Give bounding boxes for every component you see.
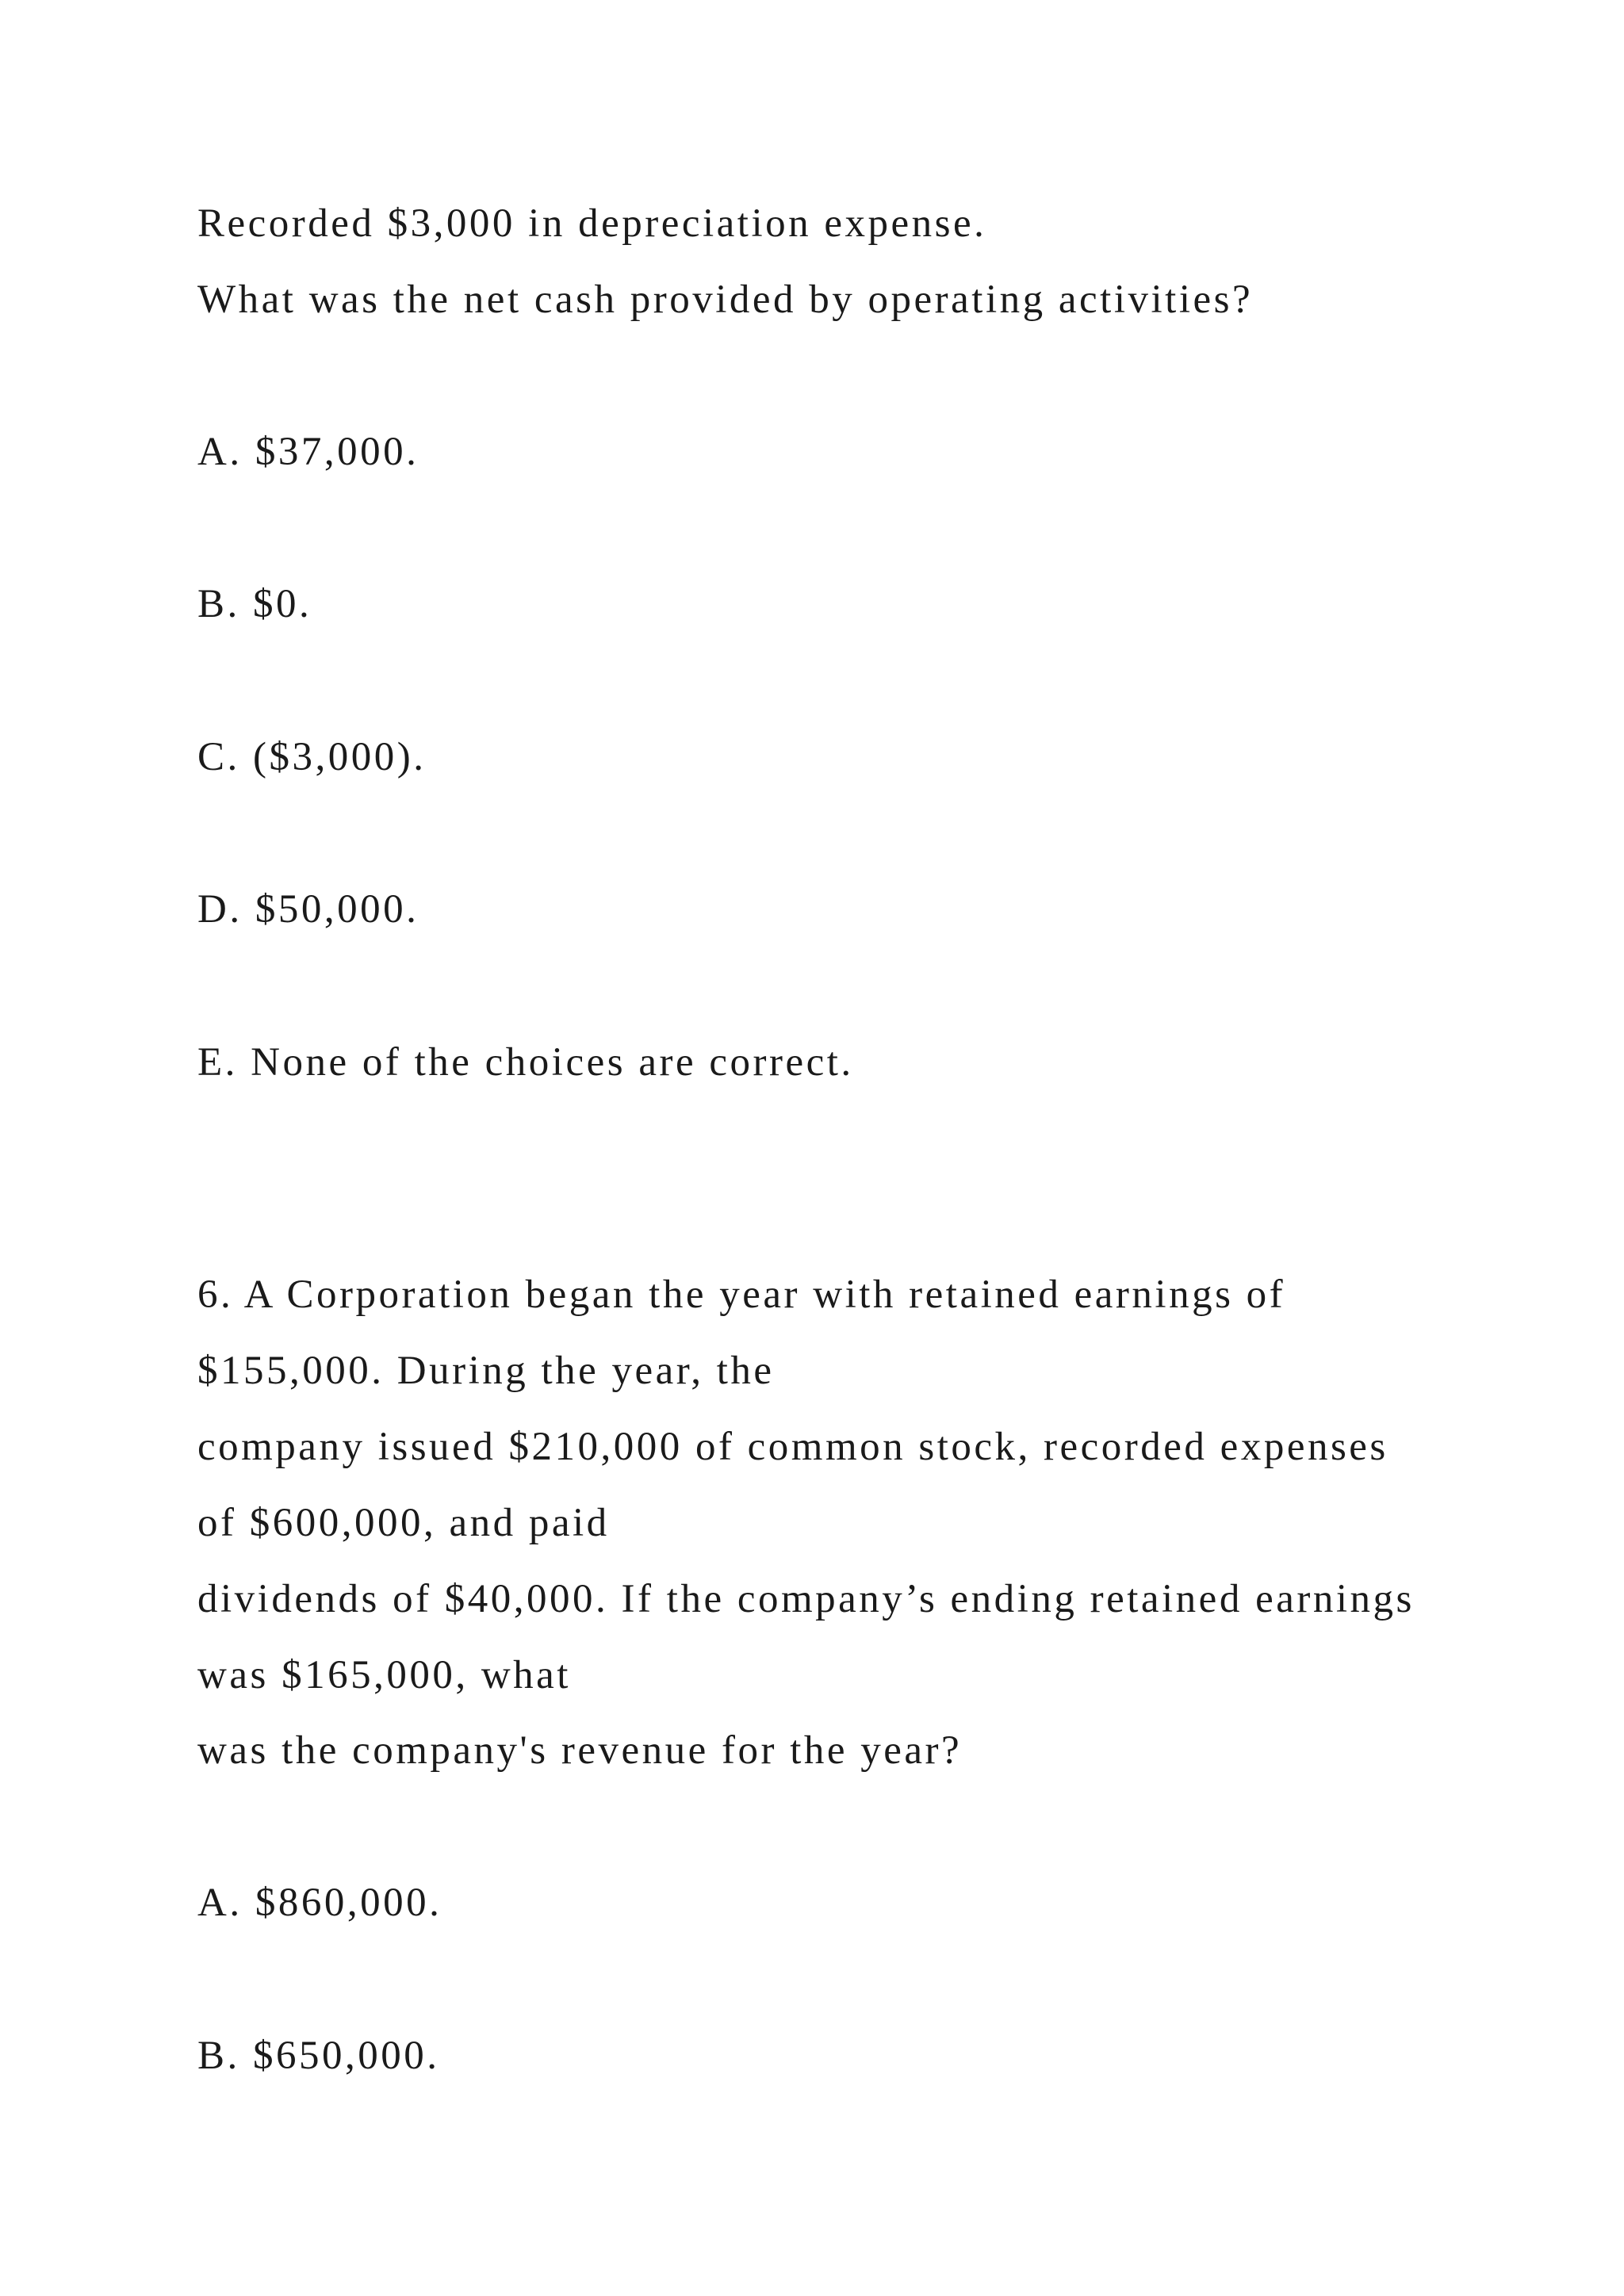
question-6-line-3: company issued $210,000 of common stock, recorded expenses [197, 1425, 1388, 1469]
question-5-option-c: C. ($3,000). [197, 735, 427, 779]
question-6-line-1: 6. A Corporation began the year with retained earnings of [197, 1272, 1286, 1317]
question-6-option-b: B. $650,000. [197, 2034, 440, 2078]
question-5-option-b: B. $0. [197, 582, 312, 626]
question-6-line-7: was the company's revenue for the year? [197, 1728, 963, 1773]
question-6-line-6: was $165,000, what [197, 1653, 571, 1697]
question-6-line-2: $155,000. During the year, the [197, 1349, 775, 1393]
question-5-context-line: Recorded $3,000 in depreciation expense. [197, 201, 987, 246]
question-6-line-4: of $600,000, and paid [197, 1501, 610, 1545]
question-6-option-a: A. $860,000. [197, 1881, 442, 1925]
question-5-option-a: A. $37,000. [197, 430, 419, 474]
question-5-option-d: D. $50,000. [197, 887, 419, 932]
question-5-prompt: What was the net cash provided by operating activities? [197, 277, 1254, 322]
question-6-line-5: dividends of $40,000. If the company’s ending retained earnings [197, 1577, 1415, 1621]
question-5-option-e: E. None of the choices are correct. [197, 1040, 854, 1085]
